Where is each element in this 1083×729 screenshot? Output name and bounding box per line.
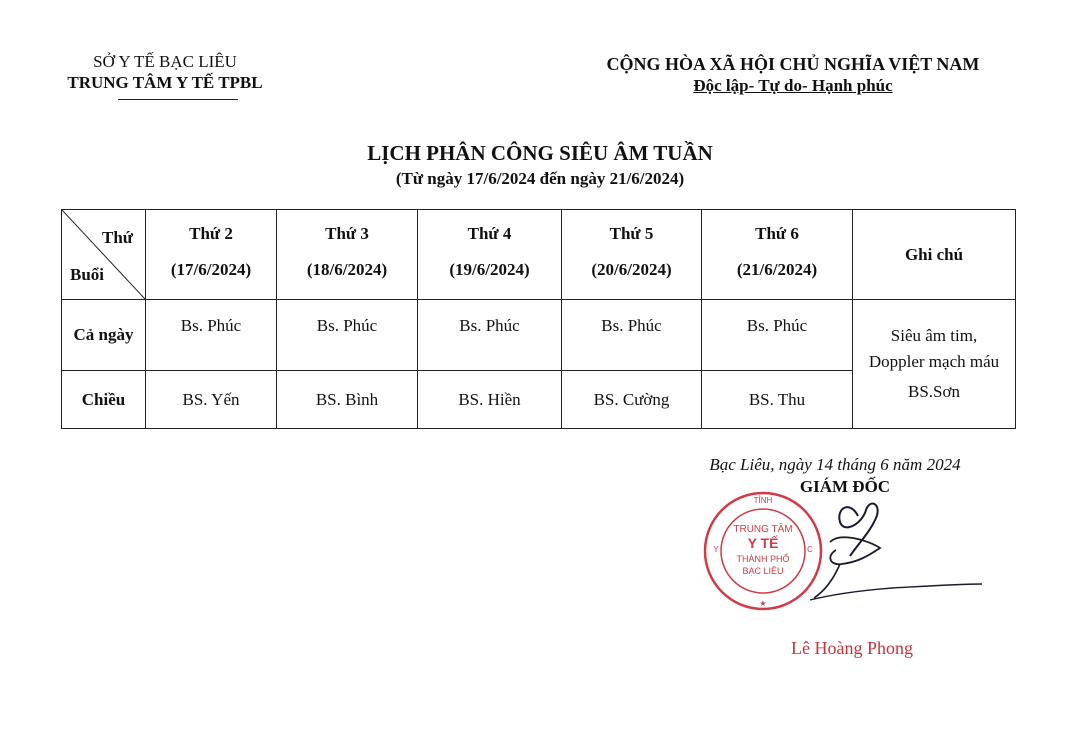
corner-cell: [62, 210, 146, 300]
day-name: Thứ 3: [325, 223, 369, 243]
day-name: Thứ 4: [467, 223, 512, 243]
day-name: Thứ 2: [189, 223, 233, 243]
day-date: (18/6/2024): [306, 259, 388, 279]
note-line: BS.Sơn: [908, 382, 960, 401]
signing-date: Bạc Liêu, ngày 14 tháng 6 năm 2024: [709, 455, 961, 474]
diagonal-line: [62, 210, 145, 299]
handwritten-signature: [770, 494, 990, 614]
day-header-wed: [418, 210, 562, 300]
schedule-cell: BS. Bình: [277, 371, 418, 429]
schedule-cell: Bs. Phúc: [146, 300, 277, 371]
left-header-underline: [118, 99, 238, 100]
note-cell: [853, 300, 1016, 429]
day-date: (21/6/2024): [736, 259, 818, 279]
department-name: SỞ Y TẾ BẠC LIÊU: [93, 52, 237, 71]
schedule-cell: BS. Thu: [702, 371, 853, 429]
country-name: CỘNG HÒA XÃ HỘI CHỦ NGHĨA VIỆT NAM: [606, 54, 980, 74]
day-date: (19/6/2024): [449, 259, 530, 279]
center-name: TRUNG TÂM Y TẾ TPBL: [67, 73, 263, 92]
schedule-cell: Bs. Phúc: [562, 300, 702, 371]
day-header-thu: [562, 210, 702, 300]
schedule-cell: Bs. Phúc: [702, 300, 853, 371]
note-line: Siêu âm tim,: [890, 326, 978, 345]
svg-text:Y TẾ: Y TẾ: [747, 535, 779, 551]
signer-name: Lê Hoàng Phong: [791, 638, 913, 658]
svg-text:★: ★: [759, 599, 767, 608]
session-label: Cả ngày: [62, 300, 146, 371]
svg-text:C: C: [807, 545, 813, 554]
day-date: (17/6/2024): [170, 259, 252, 279]
day-date: (20/6/2024): [591, 259, 672, 279]
svg-text:Y: Y: [713, 545, 719, 554]
date-range: (Từ ngày 17/6/2024 đến ngày 21/6/2024): [395, 169, 685, 188]
motto: Độc lập- Tự do- Hạnh phúc: [693, 76, 893, 95]
day-name: Thứ 6: [755, 223, 799, 243]
day-header-mon: [146, 210, 277, 300]
corner-day-label: Thứ: [102, 228, 133, 247]
signer-role: GIÁM ĐỐC: [799, 477, 891, 496]
note-header: Ghi chú: [853, 210, 1016, 300]
corner-session-label: Buổi: [70, 265, 105, 284]
note-line: Doppler mạch máu: [868, 352, 1000, 371]
schedule-cell: Bs. Phúc: [277, 300, 418, 371]
schedule-table: [61, 209, 1016, 429]
day-name: Thứ 5: [609, 223, 654, 243]
issuing-agency: [40, 52, 290, 94]
svg-text:TỈNH: TỈNH: [753, 496, 773, 505]
page-title: LỊCH PHÂN CÔNG SIÊU ÂM TUẦN: [367, 141, 713, 165]
schedule-cell: Bs. Phúc: [418, 300, 562, 371]
table-header-row: [62, 210, 1016, 300]
national-motto: [588, 53, 998, 97]
session-label: Chiều: [62, 371, 146, 429]
day-header-tue: [277, 210, 418, 300]
svg-text:THÀNH PHỐ: THÀNH PHỐ: [736, 554, 790, 564]
table-row-full-day: [62, 300, 1016, 371]
svg-text:BẠC LIÊU: BẠC LIÊU: [742, 566, 784, 576]
svg-text:TRUNG TÂM: TRUNG TÂM: [733, 524, 793, 535]
schedule-cell: BS. Yến: [146, 371, 277, 429]
day-header-fri: [702, 210, 853, 300]
schedule-cell: BS. Hiền: [418, 371, 562, 429]
schedule-cell: BS. Cường: [562, 371, 702, 429]
